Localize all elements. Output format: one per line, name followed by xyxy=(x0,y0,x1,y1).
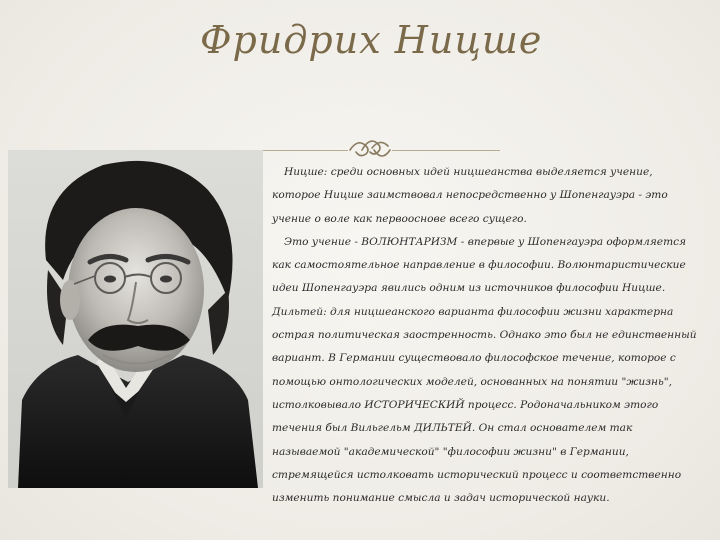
body-text xyxy=(272,161,702,510)
portrait-photo xyxy=(8,150,263,488)
divider-right xyxy=(392,150,500,151)
portrait-illustration xyxy=(8,150,263,488)
paragraph-2: Это учение - ВОЛЮНТАРИЗМ - впервые у Шопенгауэра оформляется как самостоятельное направление в философии. Волюнтаристические идеи Шопенгауэра явились одним из источников философии Ницше. Дильтей: для ницшеанского варианта философии жизни характерна острая политическая заостренность. Однако это был не единственный вариант. В Германии существовало философское течение, которое с помощью онтологических моделей, основанных на понятии "жизнь", истолковывало ИСТОРИЧЕСКИЙ процесс. Родоначальником этого течения был Вильгельм ДИЛЬТЕЙ. Он стал основателем так называемой "академической" "философии жизни" в Германии, стремящейся истолковать исторический процесс и соответственно изменить понимание смысла и задач исторической науки. xyxy=(272,235,697,505)
slide-title: Фридрих Ницше xyxy=(200,18,543,62)
paragraph-1: Ницше: среди основных идей ницшеанства выделяется учение, которое Ницше заимствовал непосредственно у Шопенгауэра - это учение о воле как первооснове всего сущего. xyxy=(272,166,668,225)
